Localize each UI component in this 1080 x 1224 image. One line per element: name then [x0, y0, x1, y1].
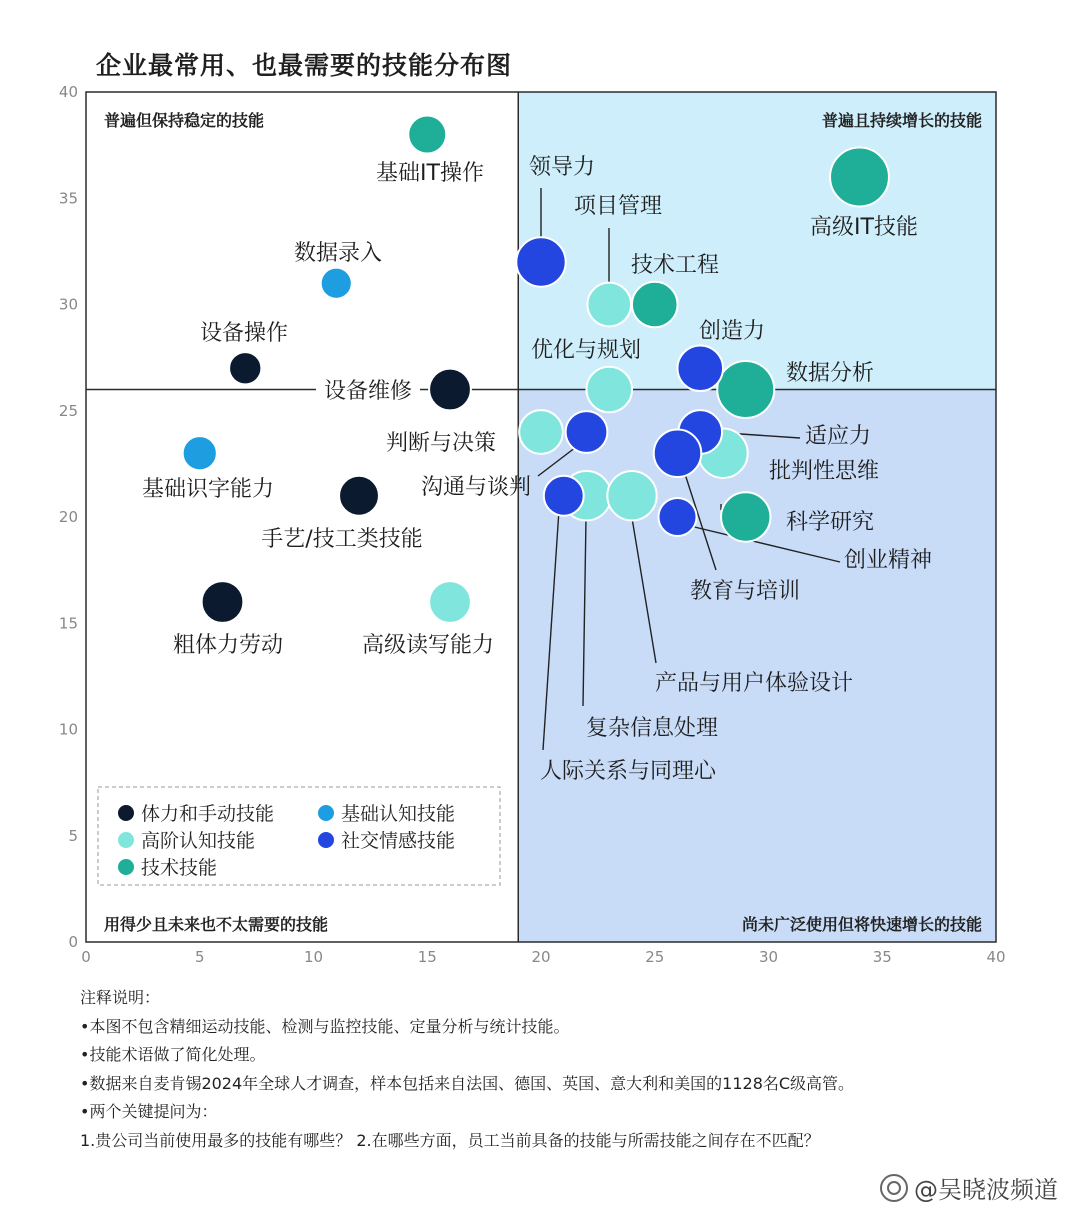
data-point-label: 手艺/技工类技能 [261, 527, 423, 552]
legend-swatch [318, 832, 334, 848]
data-point [544, 476, 584, 516]
data-point-label: 批判性思维 [768, 459, 880, 484]
y-tick-label: 10 [58, 720, 78, 739]
notes-line-3: •数据来自麦肯锡2024年全球人才调查，样本包括来自法国、德国、英国、意大利和美国的1128名C级高管。 [80, 1073, 855, 1093]
data-point [519, 410, 563, 454]
data-point [408, 116, 446, 154]
data-point-label: 创业精神 [843, 548, 933, 573]
legend-swatch [118, 832, 134, 848]
data-point [229, 352, 261, 384]
data-point [321, 268, 352, 299]
data-point [566, 411, 608, 453]
legend-swatch [318, 805, 334, 821]
data-point [607, 471, 656, 520]
y-tick-label: 20 [58, 508, 78, 526]
data-point [677, 345, 723, 391]
y-tick-label: 35 [58, 189, 78, 208]
legend-label: 社交情感技能 [341, 830, 456, 852]
quadrant-label-bottom-right: 尚未广泛使用但将快速增长的技能 [741, 915, 982, 934]
watermark [880, 1170, 1058, 1205]
data-point-label: 基础识字能力 [141, 477, 275, 502]
data-point-label: 领导力 [528, 155, 596, 180]
data-point [830, 148, 889, 207]
legend-label: 高阶认知技能 [141, 830, 256, 852]
legend-label: 基础认知技能 [341, 803, 456, 825]
data-point-label: 技术工程 [630, 253, 720, 278]
data-point-label: 设备维修 [323, 379, 413, 404]
data-point [429, 369, 471, 411]
data-point-label: 数据分析 [785, 361, 875, 386]
legend-label: 体力和手动技能 [141, 803, 275, 825]
y-tick-label: 0 [68, 933, 78, 951]
data-point-label: 产品与用户体验设计 [654, 671, 854, 696]
notes-block [80, 984, 1040, 1155]
data-point [429, 581, 471, 623]
notes-heading: 注释说明： [80, 988, 161, 1007]
x-tick-label: 15 [417, 948, 437, 966]
watermark-text: @吴晓波频道 [914, 1176, 1058, 1204]
y-tick-label: 25 [58, 401, 78, 420]
x-tick-label: 40 [986, 948, 1006, 966]
data-point [202, 581, 244, 623]
data-point [183, 436, 217, 470]
y-tick-label: 15 [58, 614, 78, 633]
quadrant-label-top-left: 普遍但保持稳定的技能 [104, 111, 265, 130]
data-point [339, 476, 379, 516]
data-point-label: 优化与规划 [530, 338, 642, 363]
data-point-label: 沟通与谈判 [420, 475, 532, 500]
legend-swatch [118, 859, 134, 875]
data-point-label: 粗体力劳动 [172, 633, 284, 658]
data-point-label: 判断与决策 [385, 431, 497, 456]
weibo-logo-icon [880, 1174, 908, 1202]
data-point [586, 367, 632, 413]
notes-line-4: •两个关键提问为： [80, 1102, 218, 1121]
data-point-label: 数据录入 [293, 241, 383, 266]
quadrant-label-top-right: 普遍且持续增长的技能 [821, 111, 982, 130]
data-point [516, 237, 565, 286]
x-tick-label: 0 [81, 948, 91, 966]
notes-line-1: •本图不包含精细运动技能、检测与监控技能、定量分析与统计技能。 [80, 1016, 570, 1036]
notes-line-2: •技能术语做了简化处理。 [80, 1045, 266, 1064]
data-point-label: 复杂信息处理 [585, 716, 719, 741]
data-point [717, 361, 774, 418]
quadrant-label-bottom-left: 用得少且未来也不太需要的技能 [104, 915, 329, 934]
data-point-label: 高级IT技能 [810, 215, 918, 240]
y-tick-label: 30 [58, 295, 78, 314]
y-tick-label: 40 [58, 83, 78, 101]
notes-line-5: 1.贵公司当前使用最多的技能有哪些？ 2.在哪些方面，员工当前具备的技能与所需技能之间存在不匹配？ [80, 1130, 820, 1150]
data-point-label: 高级读写能力 [361, 633, 495, 658]
data-point [721, 492, 770, 541]
chart-title: 企业最常用、也最需要的技能分布图 [96, 51, 513, 80]
x-tick-label: 10 [303, 948, 324, 966]
legend-label: 技术技能 [141, 857, 218, 879]
data-point-label: 教育与培训 [689, 579, 801, 604]
data-point-label: 设备操作 [199, 321, 289, 346]
x-tick-label: 30 [758, 948, 779, 966]
data-point-label: 创造力 [698, 319, 766, 344]
data-point [654, 430, 702, 478]
legend-swatch [118, 805, 134, 821]
data-point-label: 适应力 [804, 424, 872, 449]
x-tick-label: 25 [645, 948, 665, 966]
data-point [659, 498, 697, 536]
x-tick-label: 5 [194, 948, 205, 966]
y-tick-label: 5 [68, 826, 78, 845]
x-tick-label: 35 [872, 948, 892, 966]
data-point [587, 283, 631, 327]
data-point-label: 基础IT操作 [376, 161, 484, 186]
data-point-label: 项目管理 [573, 194, 663, 219]
data-point [632, 282, 678, 328]
x-tick-label: 20 [531, 948, 551, 966]
data-point-label: 科学研究 [785, 510, 875, 535]
data-point-label: 人际关系与同理心 [539, 759, 717, 784]
